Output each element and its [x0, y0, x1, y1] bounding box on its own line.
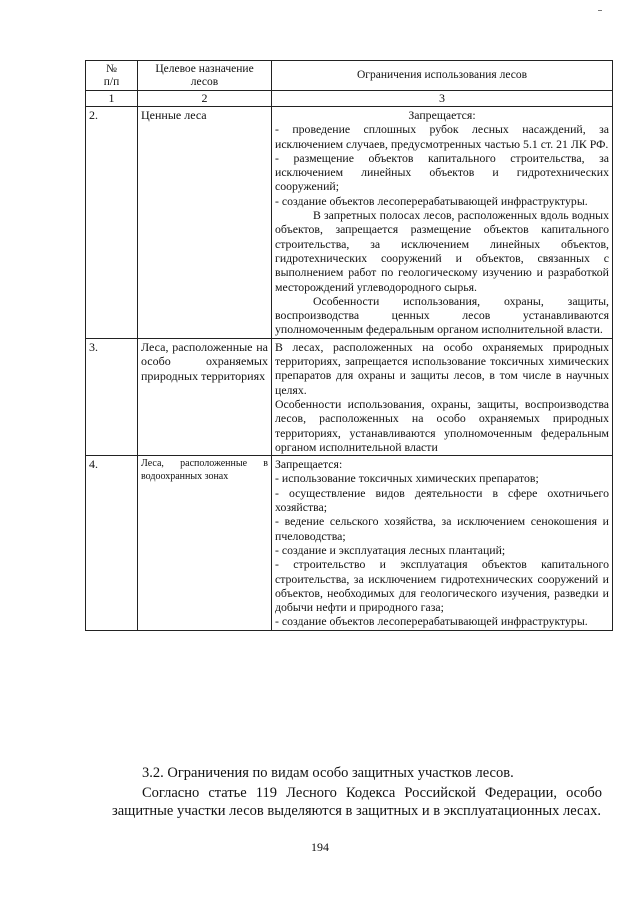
header-purpose: Целевое назначение лесов	[138, 61, 272, 91]
restriction-paragraph: Особенности использования, охраны, защиты, воспроизводства лесов, расположенных на особо охраняемых природных территориях, устанавливаются уполномоченным федеральным органом исполнительной власти	[275, 396, 609, 454]
restriction-paragraph: - проведение сплошных рубок лесных насаждений, за исключением случаев, предусмотренных частью 5.1 ст. 21 ЛК РФ.	[275, 122, 609, 151]
restriction-paragraph: - создание объектов лесоперерабатывающей инфраструктуры.	[275, 614, 588, 629]
table-header-row	[86, 61, 613, 91]
header-restrictions: Ограничения использования лесов	[272, 61, 613, 91]
col-number-1: 1	[86, 91, 138, 107]
page-number: 194	[311, 840, 329, 854]
scan-mark	[598, 10, 602, 11]
row-number: 3.	[86, 338, 138, 455]
restriction-paragraph: Запрещается:	[275, 457, 343, 472]
restriction-paragraph: - ведение сельского хозяйства, за исключением сенокошения и пчеловодства;	[275, 514, 609, 543]
restrictions-table	[85, 60, 613, 631]
restriction-paragraph: В лесах, расположенных на особо охраняемых природных территориях, запрещается использование токсичных химических препаратов для охраны и защиты лесов, в том числе в научных целях.	[275, 339, 609, 397]
table-row	[86, 456, 613, 631]
table-row	[86, 107, 613, 339]
row-restrictions	[272, 107, 613, 339]
row-restrictions	[272, 456, 613, 631]
restriction-paragraph: - строительство и эксплуатация объектов капитального строительства, за исключением гидротехнических сооружений и объектов, необходимых для геологического изучения, разведки и добычи нефти и природного газа;	[275, 557, 609, 615]
restriction-paragraph: Особенности использования, охраны, защиты, воспроизводства ценных лесов устанавливаются уполномоченным федеральным органом исполнительной власти.	[275, 293, 609, 337]
restriction-paragraph: - осуществление видов деятельности в сфере охотничьего хозяйства;	[275, 485, 609, 515]
restriction-paragraph: - использование токсичных химических препаратов;	[275, 471, 539, 486]
row-number: 4.	[86, 456, 138, 631]
restriction-paragraph: - создание объектов лесоперерабатывающей инфраструктуры.	[275, 193, 588, 208]
column-number-row	[86, 91, 613, 107]
restriction-paragraph: - создание и эксплуатация лесных плантаций;	[275, 542, 506, 557]
restriction-paragraph: Запрещается:	[408, 108, 476, 122]
row-purpose: Леса, расположенные на особо охраняемых природных территориях	[138, 338, 272, 455]
row-purpose: Леса, расположенные в водоохранных зонах	[138, 456, 272, 631]
header-num: № п/п	[86, 61, 138, 91]
col-number-2: 2	[138, 91, 272, 107]
restriction-paragraph: - размещение объектов капитального строительства, за исключением линейных объектов и гидротехнических сооружений;	[275, 150, 609, 194]
table-row	[86, 338, 613, 455]
section-heading: 3.2. Ограничения по видам особо защитных участков лесов.	[142, 765, 514, 781]
row-restrictions	[272, 338, 613, 455]
restriction-paragraph: В запретных полосах лесов, расположенных вдоль водных объектов, запрещается размещение объектов капитального строительства, за исключением линейных объектов, гидротехнических сооружений и объектов, связанных с выполнением работ по геологическому изучению и разработкой месторождений углеводородного сырья.	[275, 208, 609, 294]
body-paragraph: Согласно статье 119 Лесного Кодекса Российской Федерации, особо защитные участки лесов выделяются в защитных и в эксплуатационных лесах.	[112, 785, 602, 819]
row-purpose: Ценные леса	[138, 107, 272, 339]
row-number: 2.	[86, 107, 138, 339]
col-number-3: 3	[272, 91, 613, 107]
